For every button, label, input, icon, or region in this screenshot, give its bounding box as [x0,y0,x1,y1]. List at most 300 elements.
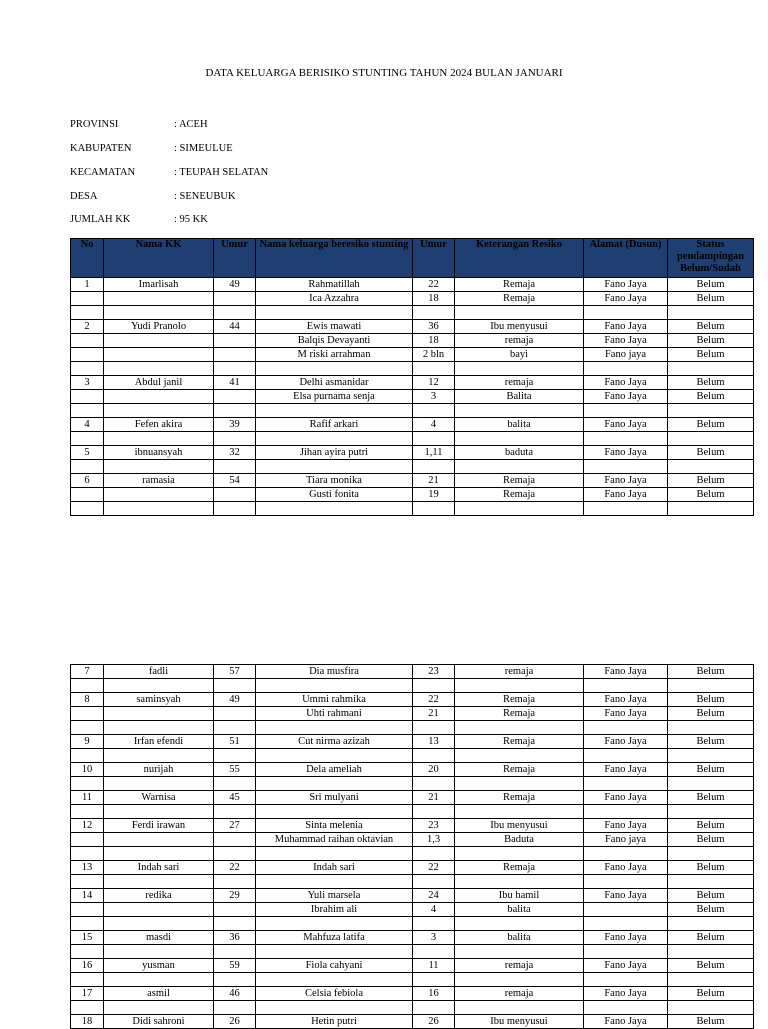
table-cell: 32 [214,446,256,460]
table-cell [71,917,104,931]
table-cell: Belum [668,833,754,847]
table-cell [413,749,455,763]
table-cell: Rafif arkari [256,418,413,432]
table-cell: Belum [668,707,754,721]
table-cell [71,805,104,819]
table-cell [214,721,256,735]
table-cell [413,502,455,516]
table-cell [256,847,413,861]
table-cell [584,502,668,516]
table-cell [214,404,256,418]
table-cell [668,721,754,735]
table-cell: baduta [455,446,584,460]
table-cell: Remaja [455,292,584,306]
table-cell: Ibrahim ali [256,903,413,917]
table-row [71,502,754,516]
table-cell: Rahmatillah [256,278,413,292]
table-cell [104,707,214,721]
table-row [71,292,754,306]
table-cell: Fiola cahyani [256,959,413,973]
table-cell: Remaja [455,707,584,721]
table-cell [668,404,754,418]
table-cell: 49 [214,693,256,707]
table-cell: 6 [71,474,104,488]
table-cell: 4 [71,418,104,432]
table-cell: balita [455,903,584,917]
table-cell: 14 [71,889,104,903]
table-cell [104,917,214,931]
table-cell: 8 [71,693,104,707]
table-cell: Dela ameliah [256,763,413,777]
table-cell: 3 [71,376,104,390]
table-cell [668,777,754,791]
table-cell: bayi [455,348,584,362]
table-cell: 10 [71,763,104,777]
table-cell: Irfan efendi [104,735,214,749]
table-row [71,665,754,679]
table-row [71,819,754,833]
table-cell [214,707,256,721]
table-cell: 1,11 [413,446,455,460]
info-label: DESA [70,191,98,202]
table-cell [413,721,455,735]
table-cell: 17 [71,987,104,1001]
table-cell: ibnuansyah [104,446,214,460]
table-cell [413,306,455,320]
table-cell [584,460,668,474]
table-cell: Remaja [455,693,584,707]
table-cell [413,679,455,693]
table-cell: 5 [71,446,104,460]
table-cell: Belum [668,292,754,306]
table-cell [668,1001,754,1015]
table-cell [104,404,214,418]
table-cell [256,460,413,474]
info-value: : 95 KK [174,214,208,225]
table-cell: 20 [413,763,455,777]
table-cell [668,875,754,889]
table-cell [413,404,455,418]
table-cell [413,917,455,931]
table-cell [71,362,104,376]
table-cell: 24 [413,889,455,903]
table-cell: Belum [668,1015,754,1029]
table-row [71,460,754,474]
table-cell: Belum [668,735,754,749]
table-cell: Ummi rahmika [256,693,413,707]
table-cell: Ibu menyusui [455,1015,584,1029]
table-cell [214,945,256,959]
table-cell: Belum [668,693,754,707]
table-cell [668,432,754,446]
table-cell [104,749,214,763]
table-cell [584,1001,668,1015]
table-cell [455,917,584,931]
table-row [71,707,754,721]
table-row [71,278,754,292]
table-row [71,306,754,320]
table-cell: 23 [413,819,455,833]
table-cell [104,488,214,502]
table-cell: Belum [668,446,754,460]
table-cell: Fano Jaya [584,320,668,334]
table-cell [71,460,104,474]
table-cell: Remaja [455,735,584,749]
table-cell [71,679,104,693]
table-row [71,348,754,362]
table-cell: Fano Jaya [584,987,668,1001]
table-row [71,488,754,502]
table-cell: Ibu menyusui [455,320,584,334]
table-row [71,376,754,390]
table-cell [584,362,668,376]
table-row [71,693,754,707]
table-cell: Yuli marsela [256,889,413,903]
table-cell: 36 [214,931,256,945]
table-cell: Hetin putri [256,1015,413,1029]
table-cell [455,460,584,474]
table-cell [256,749,413,763]
table-cell: Fano Jaya [584,334,668,348]
table-cell [104,1001,214,1015]
table-cell: 2 bln [413,348,455,362]
table-cell: 15 [71,931,104,945]
table-cell [256,973,413,987]
table-cell: Ferdi irawan [104,819,214,833]
table-cell: Belum [668,278,754,292]
table-row [71,833,754,847]
table-cell: Remaja [455,474,584,488]
table-cell: asmil [104,987,214,1001]
table-cell: 21 [413,707,455,721]
table-cell [256,875,413,889]
table-row [71,875,754,889]
table-cell [584,679,668,693]
table-cell [256,679,413,693]
table-cell [104,292,214,306]
table-cell: M riski arrahman [256,348,413,362]
table-cell: Fano Jaya [584,390,668,404]
table-cell: 41 [214,376,256,390]
table-cell [104,833,214,847]
table-cell: 16 [413,987,455,1001]
table-cell: remaja [455,376,584,390]
table-cell: Belum [668,665,754,679]
table-cell: Fano Jaya [584,474,668,488]
table-cell: Fano Jaya [584,278,668,292]
table-cell [256,432,413,446]
info-label: KECAMATAN [70,167,136,178]
column-header: Umur [214,239,256,278]
table-row [71,805,754,819]
table-row [71,362,754,376]
table-cell: Fano Jaya [584,693,668,707]
table-cell: 22 [214,861,256,875]
table-cell [214,292,256,306]
table-cell [256,777,413,791]
table-cell: Fano Jaya [584,763,668,777]
table-cell [413,362,455,376]
table-cell: Fano Jaya [584,819,668,833]
table-cell: Remaja [455,278,584,292]
table-cell: 18 [413,334,455,348]
table-cell [413,432,455,446]
table-row [71,1001,754,1015]
table-cell: Yudi Pranolo [104,320,214,334]
table-cell: fadli [104,665,214,679]
table-cell: Ibu hamil [455,889,584,903]
table-cell [455,1001,584,1015]
table-row [71,917,754,931]
table-cell [256,805,413,819]
table-row [71,959,754,973]
table-cell: Belum [668,474,754,488]
table-cell: Balqis Devayanti [256,334,413,348]
table-cell: Indah sari [104,861,214,875]
table-cell: 11 [71,791,104,805]
table-cell: 1,3 [413,833,455,847]
table-cell [214,805,256,819]
table-cell: Baduta [455,833,584,847]
table-cell [71,721,104,735]
table-cell: Ica Azzahra [256,292,413,306]
table-cell: 23 [413,665,455,679]
table-cell: Jihan ayira putri [256,446,413,460]
table-cell: Indah sari [256,861,413,875]
table-cell [668,679,754,693]
table-cell: Fano Jaya [584,446,668,460]
table-cell: ramasia [104,474,214,488]
table-cell: Muhammad raihan oktavian [256,833,413,847]
table-cell [71,306,104,320]
table-cell: Fano Jaya [584,735,668,749]
table-cell: Belum [668,763,754,777]
table-cell [455,362,584,376]
table-cell [668,917,754,931]
table-cell [413,875,455,889]
table-cell: Celsia febiola [256,987,413,1001]
table-cell [256,721,413,735]
table-cell [104,334,214,348]
table-cell: Sinta melenia [256,819,413,833]
table-cell [214,847,256,861]
table-row [71,987,754,1001]
column-header: No [71,239,104,278]
table-cell [256,362,413,376]
table-cell [413,805,455,819]
table-row [71,945,754,959]
table-cell: 3 [413,390,455,404]
table-cell [71,707,104,721]
table-cell: Fano Jaya [584,931,668,945]
table-cell: 29 [214,889,256,903]
table-cell: 18 [71,1015,104,1029]
table-cell: Fefen akira [104,418,214,432]
table-cell [71,432,104,446]
table-cell: Belum [668,348,754,362]
table-cell: Ibu menyusui [455,819,584,833]
table-cell: 57 [214,665,256,679]
table-cell [214,334,256,348]
table-cell: 21 [413,474,455,488]
table-cell: 27 [214,819,256,833]
table-cell [584,917,668,931]
table-cell [455,679,584,693]
table-cell [214,390,256,404]
table-cell: Mahfuza latifa [256,931,413,945]
table-cell: Fano jaya [584,833,668,847]
table-cell: 16 [71,959,104,973]
table-cell [71,488,104,502]
table-cell [214,460,256,474]
table-cell: Belum [668,819,754,833]
table-cell: Fano Jaya [584,889,668,903]
table-row [71,334,754,348]
table-cell: Fano Jaya [584,665,668,679]
family-table-part-2 [70,664,754,1029]
table-cell: 22 [413,693,455,707]
table-cell: Belum [668,320,754,334]
table-row [71,889,754,903]
table-cell [668,362,754,376]
table-cell: 26 [413,1015,455,1029]
table-cell: Fano Jaya [584,861,668,875]
table-cell: Belum [668,376,754,390]
table-cell [214,903,256,917]
info-value: : SIMEULUE [174,143,233,154]
table-row [71,791,754,805]
table-cell [214,917,256,931]
table-cell: Fano Jaya [584,292,668,306]
table-cell: Cut nirma azizah [256,735,413,749]
table-cell: Dia musfira [256,665,413,679]
column-header: Umur [413,239,455,278]
table-cell [584,875,668,889]
table-header-row [71,239,754,278]
table-cell [71,502,104,516]
table-cell [455,805,584,819]
table-cell [455,749,584,763]
table-cell [584,777,668,791]
table-cell [71,390,104,404]
table-cell: Uhti rahmani [256,707,413,721]
table-cell: 13 [413,735,455,749]
table-cell [104,903,214,917]
table-cell: Gusti fonita [256,488,413,502]
table-cell [104,306,214,320]
table-cell [214,973,256,987]
table-cell: Imarlisah [104,278,214,292]
table-cell [455,502,584,516]
table-cell: redika [104,889,214,903]
table-cell: remaja [455,665,584,679]
table-cell [214,502,256,516]
table-row [71,735,754,749]
table-cell [71,833,104,847]
table-cell: 18 [413,292,455,306]
table-cell [71,749,104,763]
table-cell [668,945,754,959]
table-cell: Ewis mawati [256,320,413,334]
column-header: Keterangan Resiko [455,239,584,278]
table-cell [413,973,455,987]
table-cell [455,721,584,735]
table-cell [71,945,104,959]
table-row [71,749,754,763]
table-cell [214,777,256,791]
table-cell: Elsa purnama senja [256,390,413,404]
table-cell: remaja [455,959,584,973]
table-cell [104,432,214,446]
table-cell [455,306,584,320]
table-cell: Remaja [455,791,584,805]
table-cell [668,306,754,320]
table-cell [71,1001,104,1015]
table-cell [214,362,256,376]
table-cell: Fano jaya [584,348,668,362]
table-cell: Balita [455,390,584,404]
table-cell: Belum [668,861,754,875]
table-row [71,418,754,432]
table-cell [214,679,256,693]
table-cell: 4 [413,418,455,432]
table-cell [71,973,104,987]
table-cell [104,847,214,861]
table-row [71,390,754,404]
table-row [71,861,754,875]
table-cell: 21 [413,791,455,805]
table-cell [71,903,104,917]
table-cell [104,460,214,474]
column-header: Nama keluarga beresiko stunting [256,239,413,278]
info-value: : ACEH [174,119,208,130]
table-cell [104,679,214,693]
table-cell: remaja [455,334,584,348]
table-cell: 3 [413,931,455,945]
table-cell [455,973,584,987]
table-cell: 13 [71,861,104,875]
document-title: DATA KELUARGA BERISIKO STUNTING TAHUN 2024 BULAN JANUARI [205,67,563,79]
table-cell [104,805,214,819]
table-cell [214,488,256,502]
table-cell: 11 [413,959,455,973]
table-cell [584,721,668,735]
table-cell: Remaja [455,488,584,502]
table-cell: 26 [214,1015,256,1029]
table-cell: Belum [668,418,754,432]
table-cell [413,847,455,861]
table-cell: 7 [71,665,104,679]
table-cell [455,875,584,889]
table-cell [71,292,104,306]
table-cell: 22 [413,861,455,875]
table-cell: 12 [413,376,455,390]
table-cell: Belum [668,791,754,805]
table-cell [413,945,455,959]
table-cell [455,777,584,791]
table-cell [256,306,413,320]
table-cell [104,390,214,404]
table-cell: 49 [214,278,256,292]
table-cell: Fano Jaya [584,1015,668,1029]
table-cell [584,749,668,763]
table-cell: Fano Jaya [584,959,668,973]
table-cell [584,306,668,320]
table-cell [104,721,214,735]
table-cell [668,805,754,819]
table-cell: balita [455,418,584,432]
table-cell: 45 [214,791,256,805]
